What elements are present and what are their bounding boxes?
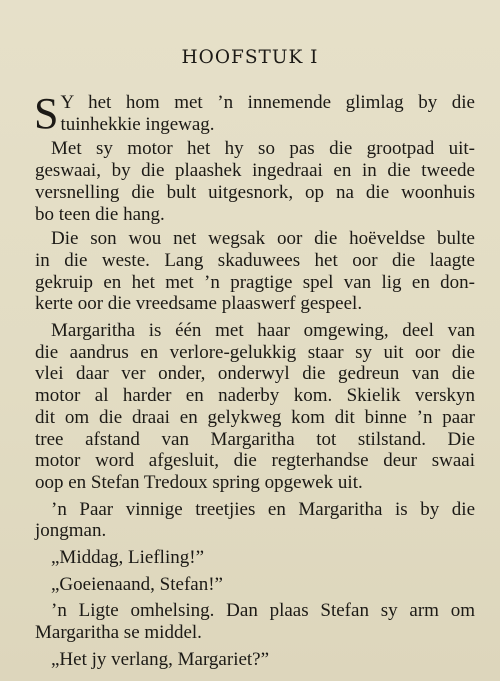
paragraph	[35, 574, 475, 596]
text-line: ’n Paar vinnige treetjies en Margaritha is by die	[51, 498, 475, 520]
text-line: tree afstand van Margaritha tot stilstand. Die	[35, 428, 475, 450]
text-line: die aandrus en verlore-gelukkig staar sy uit oor die	[35, 341, 475, 363]
text-line: Y het hom met ’n innemende glimlag by die	[60, 92, 475, 113]
paragraph	[35, 138, 475, 225]
text-line: ’n Ligte omhelsing. Dan plaas Stefan sy arm om	[51, 600, 475, 622]
text-line: tuinhekkie ingewag.	[60, 113, 215, 135]
text-line: Met sy motor het hy so pas die grootpad uit-	[51, 138, 475, 160]
paragraph	[34, 89, 475, 138]
text-line: „Het jy verlang, Margariet?”	[51, 648, 270, 670]
text-line: jongman.	[35, 520, 107, 542]
text-line: motor word afgesluit, die regterhandse deur swaai	[35, 450, 475, 472]
text-line: bo teen die hang.	[35, 203, 165, 225]
text-line: in die weste. Lang skaduwees het oor die laagte	[35, 249, 475, 271]
chapter-title: HOOFSTUK I	[181, 47, 319, 68]
text-line: geswaai, by die plaashek ingedraai en in die tweede	[35, 160, 475, 182]
text-line: kerte oor die vreedsame plaaswerf gespeel.	[35, 293, 363, 315]
paragraph	[35, 228, 475, 315]
text-line: Margaritha is één met haar omgewing, deel van	[51, 320, 475, 342]
text-line: vlei daar ver onder, onderwyl die gedreun van die	[35, 363, 475, 385]
paragraph	[35, 600, 475, 643]
paragraph	[35, 649, 475, 671]
text-line: „Middag, Liefling!”	[51, 547, 205, 569]
text-line: versnelling die bult uitgesnork, op na die woonhuis	[35, 181, 475, 203]
text-line: gekruip en het met ’n pragtige spel van lig en don-	[35, 271, 475, 293]
text-line: motor al harder en naderby kom. Skielik verskyn	[35, 385, 475, 407]
paragraph	[35, 547, 475, 569]
drop-cap: S	[34, 89, 59, 138]
text-line: Margaritha se middel.	[35, 622, 202, 644]
paragraph	[35, 320, 475, 494]
paragraph	[35, 499, 475, 542]
text-line: dit om die draai en gelykweg kom dit binne ’n paar	[35, 406, 475, 428]
text-line: „Goeienaand, Stefan!”	[51, 573, 223, 595]
body-text	[34, 89, 475, 671]
text-line: oop en Stefan Tredoux spring opgewek uit.	[35, 471, 363, 493]
text-line: Die son wou net wegsak oor die hoëveldse bulte	[51, 228, 475, 250]
